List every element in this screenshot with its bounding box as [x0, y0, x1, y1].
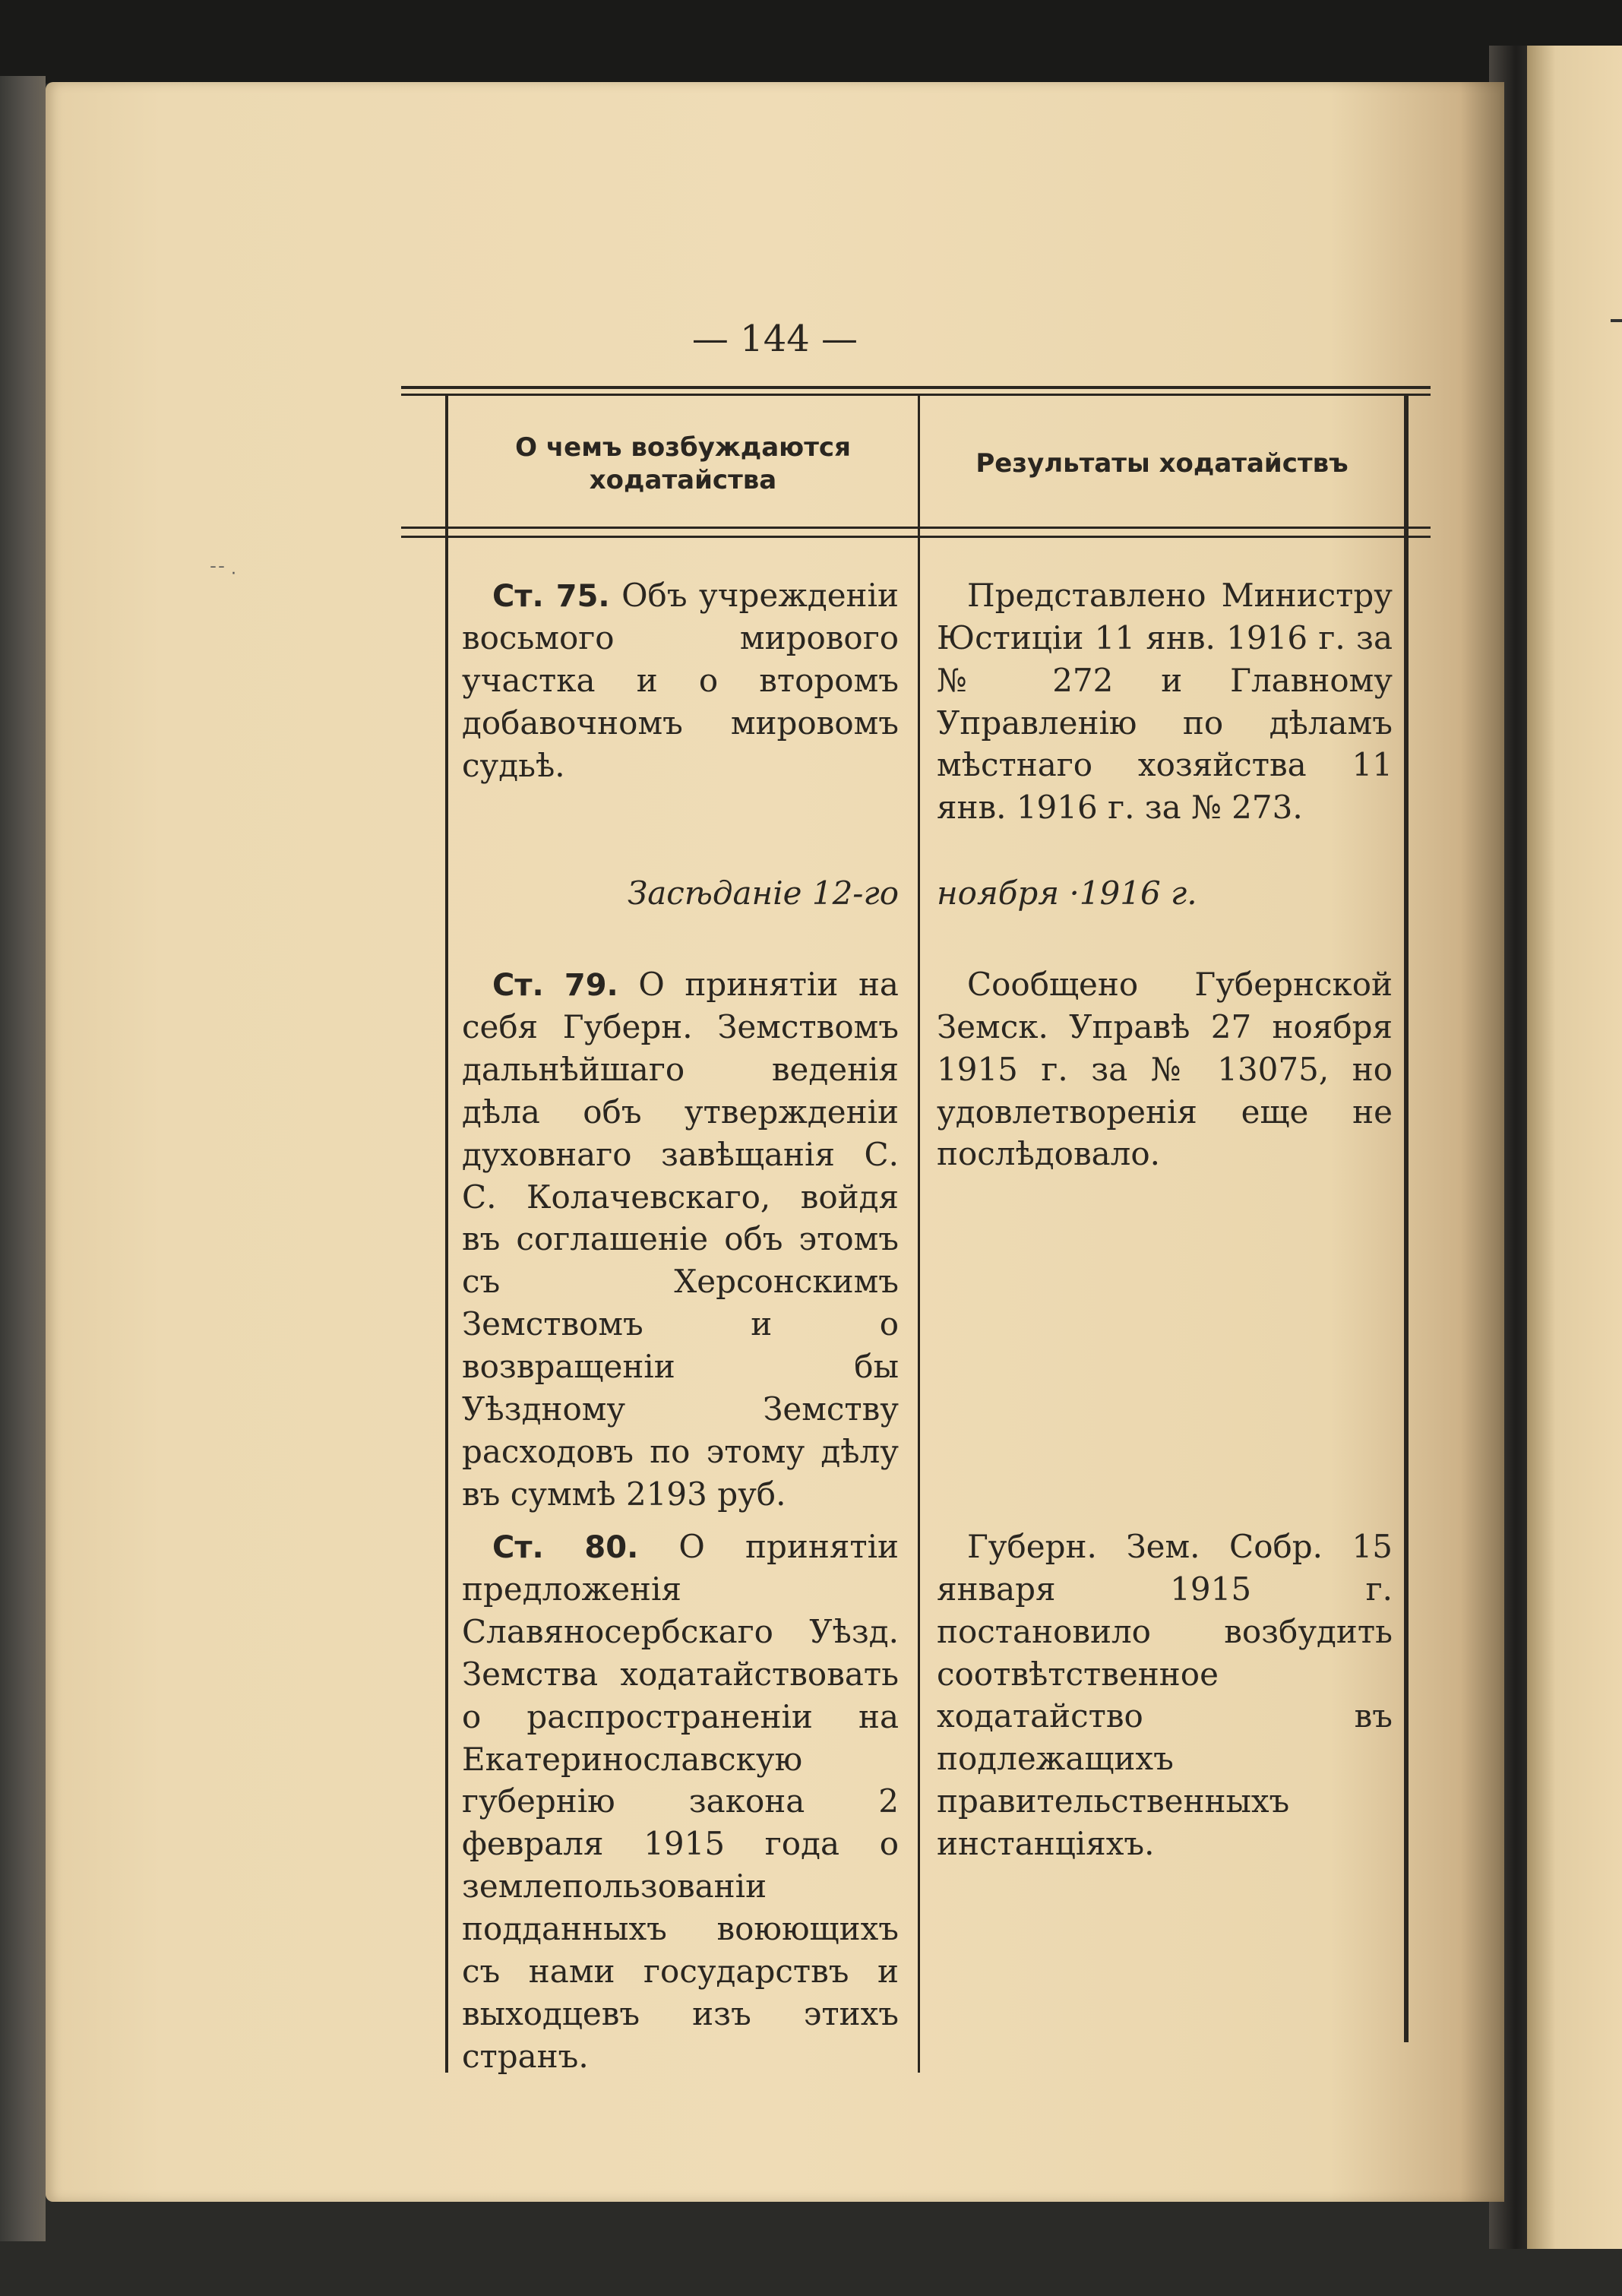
article-number: Ст. 80. — [492, 1530, 639, 1565]
request-entry-75 — [462, 574, 899, 787]
result-entry-80: Губерн. Зем. Собр. 15 января 1915 г. постановило возбудить соотвѣтственное ходатайство въ подлежащихъ правительственныхъ инстанцiяхъ. — [937, 1528, 1393, 1863]
header-result: Результаты ходатайствъ — [975, 448, 1349, 479]
request-text: О принятiи предложенiя Славяносербскаго Уѣзд. Земства ходатайствовать о распространенiи на Екатеринославскую губернiю закона 2 февраля 1915 года о землепользованiи подданныхъ воюющихъ съ нами государствъ и выходцевъ изъ этихъ странъ. — [462, 1528, 899, 2075]
header-bottom-rule-2 — [401, 536, 1431, 538]
request-text: О принятiи на себя Губерн. Земствомъ дальнѣйшаго веденiя дѣла объ утвержденiи духовнаго завѣщанiя С. С. Колачевскаго, войдя въ соглашенiе объ этомъ съ Херсонскимъ Земствомъ и о возвращенiи бы Уѣздному Земству расходовъ по этому дѣлу въ суммѣ 2193 руб. — [462, 966, 899, 1513]
table-top-rule-2 — [401, 394, 1431, 396]
article-number: Ст. 75. — [492, 579, 610, 614]
request-text: Объ учреждeнiи восьмого мирового участка и о второмъ добавочномъ мировомъ судьѣ. — [462, 577, 899, 784]
request-entry-80 — [462, 1526, 899, 2078]
facing-page-rule — [1611, 319, 1622, 322]
request-entry-79 — [462, 963, 899, 1516]
book-left-edge — [0, 76, 46, 2241]
table-column-divider — [918, 394, 920, 2073]
session-date-right: ноября ·1916 г. — [937, 874, 1197, 912]
table-right-border — [1404, 394, 1409, 2042]
article-number: Ст. 79. — [492, 968, 618, 1003]
book-page — [46, 82, 1504, 2202]
book-top-edge — [0, 0, 1622, 84]
header-request: О чемъ возбуждаются ходатайства — [515, 432, 851, 495]
session-date-left: Засѣданiе 12-го — [628, 874, 899, 912]
table-top-rule — [401, 386, 1431, 389]
result-entry-75: Представлено Министру Юстицiи 11 янв. 1916 г. за № 272 и Главному Управленiю по дѣламъ мѣстнаго хозяйства 11 янв. 1916 г. за № 273. — [937, 577, 1393, 827]
page-number: — 144 — — [691, 318, 858, 360]
result-entry-79: Сообщено Губернской Земск. Управѣ 27 ноября 1915 г. за № 13075, но удовлетворенiя еще не послѣдовало. — [937, 966, 1393, 1173]
header-bottom-rule — [401, 527, 1431, 529]
facing-page-edge — [1527, 46, 1622, 2249]
ink-smudge: ¯¯ · — [209, 565, 236, 583]
table-left-border — [445, 394, 448, 2073]
